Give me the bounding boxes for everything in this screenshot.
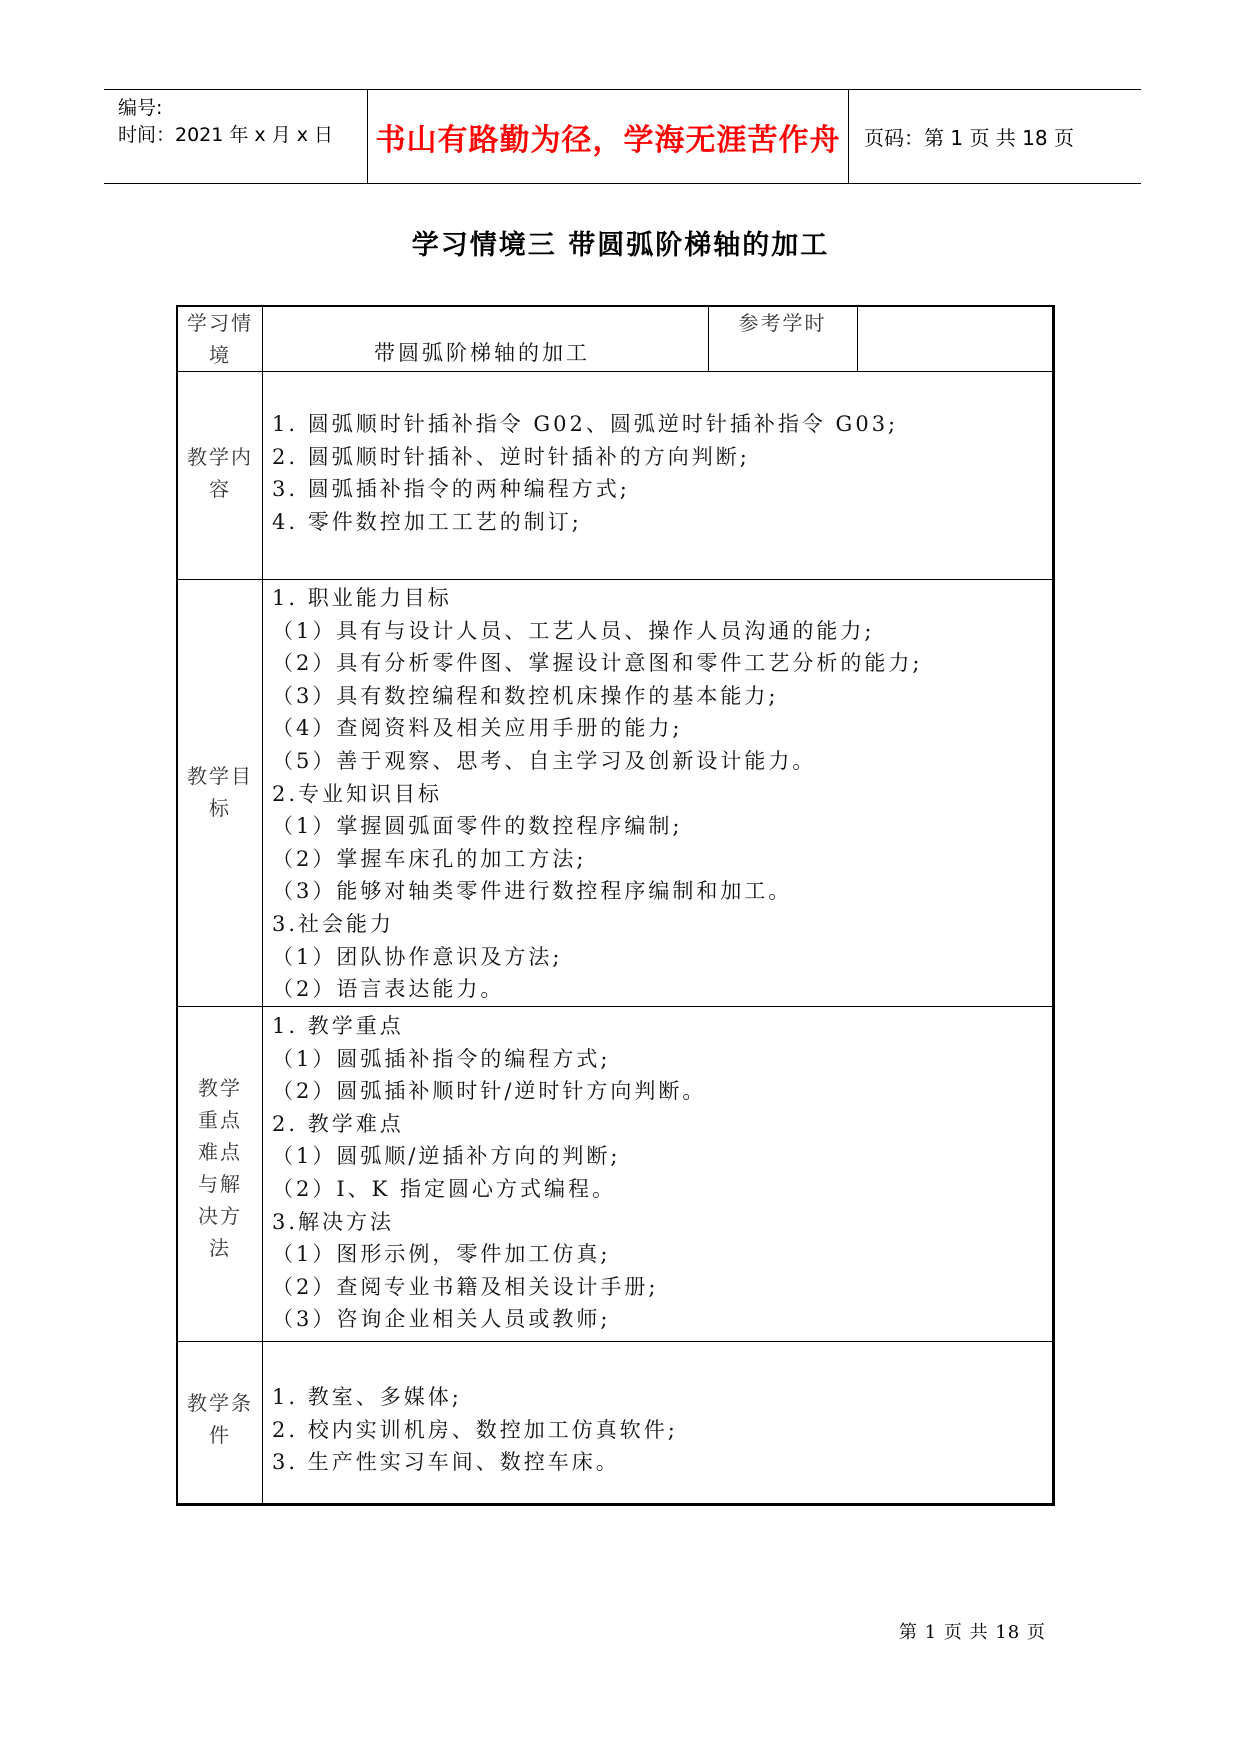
- header-meta: [104, 90, 368, 183]
- list-item: 3.社会能力: [272, 911, 395, 936]
- header-motto: 书山有路勤为径，学海无涯苦作舟: [368, 90, 849, 183]
- list-item: （1）团队协作意识及方法;: [272, 944, 563, 969]
- keypoints-list: [272, 1010, 706, 1336]
- situation-label: 学习情境: [187, 311, 253, 367]
- list-item: 1. 教室、多媒体;: [272, 1385, 462, 1409]
- list-item: （3）具有数控编程和数控机床操作的基本能力;: [272, 683, 779, 708]
- list-item: 1. 圆弧顺时针插补指令 G02、圆弧逆时针插补指令 G03;: [272, 412, 899, 436]
- page-header: [104, 89, 1141, 184]
- list-item: （1）具有与设计人员、工艺人员、操作人员沟通的能力;: [272, 618, 875, 643]
- list-item: （2）掌握车床孔的加工方法;: [272, 846, 587, 871]
- list-item: （3）能够对轴类零件进行数控程序编制和加工。: [272, 879, 793, 904]
- list-item: （2）具有分析零件图、掌握设计意图和零件工艺分析的能力;: [272, 651, 923, 676]
- list-item: 3.解决方法: [272, 1209, 395, 1234]
- lesson-table: [176, 305, 1055, 1506]
- list-item: （2）I、K 指定圆心方式编程。: [272, 1176, 617, 1201]
- list-item: 3. 生产性实习车间、数控车床。: [272, 1450, 620, 1475]
- document-number-label: 编号:: [118, 97, 163, 119]
- hours-label-right-rule: [857, 307, 858, 371]
- content-label: 教学内容: [187, 445, 253, 501]
- list-item: 1. 职业能力目标: [272, 586, 452, 610]
- list-item: （2）圆弧插补顺时针/逆时针方向判断。: [272, 1079, 707, 1104]
- header-page-info: 页码：第 1 页 共 18 页: [864, 126, 1074, 150]
- list-item: （4）查阅资料及相关应用手册的能力;: [272, 716, 683, 741]
- goals-list: [272, 582, 922, 1006]
- list-item: 3. 圆弧插补指令的两种编程方式;: [272, 477, 630, 502]
- situation-value: 带圆弧阶梯轴的加工: [374, 341, 590, 365]
- list-item: （1）圆弧插补指令的编程方式;: [272, 1046, 611, 1071]
- page-footer: 第 1 页 共 18 页: [899, 1622, 1046, 1643]
- label-column-rule: [262, 307, 263, 1505]
- list-item: 4. 零件数控加工工艺的制订;: [272, 509, 582, 534]
- row-divider: [178, 579, 1052, 580]
- document-time-label: 时间：2021 年 x 月 x 日: [118, 124, 334, 146]
- hours-label: 参考学时: [738, 311, 827, 335]
- list-item: （1）掌握圆弧面零件的数控程序编制;: [272, 814, 683, 839]
- list-item: （2）语言表达能力。: [272, 977, 505, 1002]
- list-item: （3）咨询企业相关人员或教师;: [272, 1307, 611, 1332]
- list-item: 2. 教学难点: [272, 1111, 404, 1136]
- list-item: 2.专业知识目标: [272, 781, 443, 806]
- list-item: 2. 圆弧顺时针插补、逆时针插补的方向判断;: [272, 444, 750, 469]
- list-item: （2）查阅专业书籍及相关设计手册;: [272, 1274, 659, 1299]
- list-item: （5）善于观察、思考、自主学习及创新设计能力。: [272, 748, 817, 773]
- row-divider: [178, 1006, 1052, 1007]
- list-item: 1. 教学重点: [272, 1014, 404, 1038]
- conditions-label: 教学条件: [187, 1391, 253, 1447]
- goals-label: 教学目标: [187, 764, 253, 820]
- list-item: （1）圆弧顺/逆插补方向的判断;: [272, 1144, 621, 1169]
- keypoints-label: 教学重点难点与解决方法: [198, 1076, 242, 1260]
- document-title: 学习情境三 带圆弧阶梯轴的加工: [411, 230, 830, 261]
- row-divider: [178, 1341, 1052, 1342]
- content-list: [272, 408, 898, 538]
- conditions-list: [272, 1381, 678, 1479]
- list-item: （1）图形示例，零件加工仿真;: [272, 1242, 611, 1267]
- row-divider: [178, 371, 1052, 372]
- list-item: 2. 校内实训机房、数控加工仿真软件;: [272, 1417, 678, 1442]
